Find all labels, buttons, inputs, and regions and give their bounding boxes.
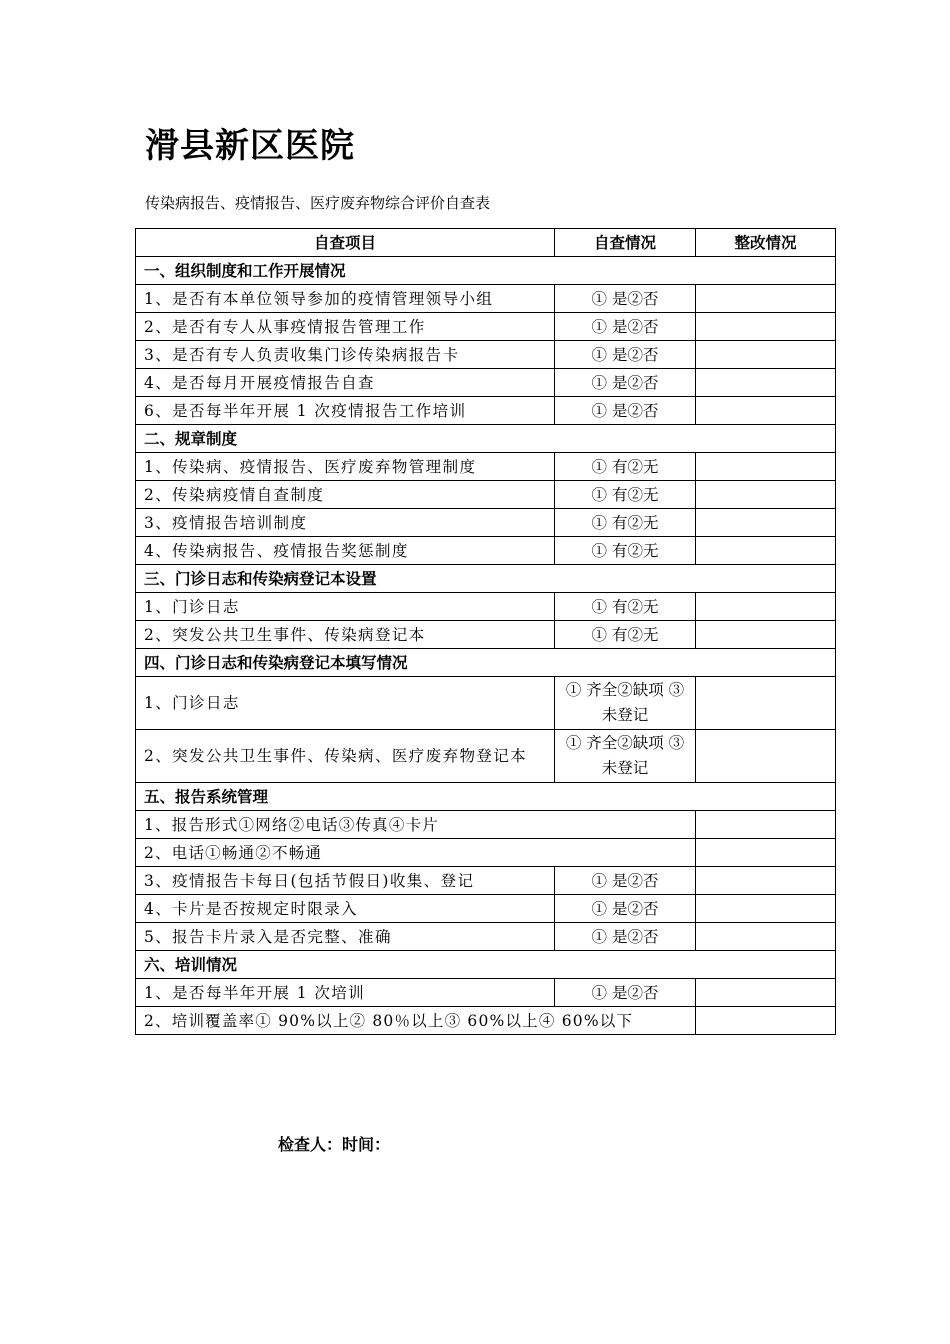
section-row — [136, 565, 836, 593]
check-item: 1、是否每半年开展 1 次培训 — [136, 979, 555, 1007]
check-item: 3、疫情报告卡每日(包括节假日)收集、登记 — [136, 867, 555, 895]
check-status: ① 是②否 — [555, 979, 696, 1007]
table-row — [136, 895, 836, 923]
table-row — [136, 1007, 836, 1035]
section-row — [136, 257, 836, 285]
check-status: ① 是②否 — [555, 397, 696, 425]
check-status: ① 是②否 — [555, 313, 696, 341]
header-check-status: 自查情况 — [555, 229, 696, 257]
check-status: ① 有②无 — [555, 621, 696, 649]
table-row — [136, 369, 836, 397]
check-item: 2、传染病疫情自查制度 — [136, 481, 555, 509]
rectification-cell — [696, 730, 836, 783]
rectification-cell — [696, 677, 836, 730]
table-row — [136, 677, 836, 730]
rectification-cell — [696, 481, 836, 509]
document-title: 滑县新区医院 — [145, 126, 355, 166]
table-row — [136, 537, 836, 565]
header-check-item: 自查项目 — [136, 229, 555, 257]
table-row — [136, 621, 836, 649]
table-row — [136, 593, 836, 621]
rectification-cell — [696, 313, 836, 341]
table-row — [136, 481, 836, 509]
rectification-cell — [696, 369, 836, 397]
table-header-row — [136, 229, 836, 257]
rectification-cell — [696, 341, 836, 369]
table-row — [136, 341, 836, 369]
table-row — [136, 313, 836, 341]
rectification-cell — [696, 593, 836, 621]
check-item: 2、突发公共卫生事件、传染病登记本 — [136, 621, 555, 649]
check-status: ① 是②否 — [555, 369, 696, 397]
check-item: 4、传染病报告、疫情报告奖惩制度 — [136, 537, 555, 565]
check-status: ① 有②无 — [555, 481, 696, 509]
rectification-cell — [696, 285, 836, 313]
table-row — [136, 730, 836, 783]
check-item: 1、报告形式①网络②电话③传真④卡片 — [136, 811, 696, 839]
check-status: ① 有②无 — [555, 509, 696, 537]
check-status: ① 齐全②缺项 ③未登记 — [555, 677, 696, 730]
check-status: ① 有②无 — [555, 537, 696, 565]
self-check-table — [135, 228, 836, 1035]
rectification-cell — [696, 979, 836, 1007]
check-item: 1、门诊日志 — [136, 593, 555, 621]
rectification-cell — [696, 397, 836, 425]
check-item: 2、是否有专人从事疫情报告管理工作 — [136, 313, 555, 341]
check-status: ① 是②否 — [555, 867, 696, 895]
section-row — [136, 783, 836, 811]
check-item: 1、是否有本单位领导参加的疫情管理领导小组 — [136, 285, 555, 313]
table-row — [136, 979, 836, 1007]
section-row — [136, 425, 836, 453]
section-row — [136, 951, 836, 979]
check-item: 4、是否每月开展疫情报告自查 — [136, 369, 555, 397]
check-item: 5、报告卡片录入是否完整、准确 — [136, 923, 555, 951]
table-row — [136, 285, 836, 313]
check-status: ① 有②无 — [555, 593, 696, 621]
check-status: ① 是②否 — [555, 341, 696, 369]
rectification-cell — [696, 923, 836, 951]
check-item: 3、是否有专人负责收集门诊传染病报告卡 — [136, 341, 555, 369]
section-heading: 一、组织制度和工作开展情况 — [136, 257, 836, 285]
check-item: 1、传染病、疫情报告、医疗废弃物管理制度 — [136, 453, 555, 481]
rectification-cell — [696, 621, 836, 649]
check-item: 4、卡片是否按规定时限录入 — [136, 895, 555, 923]
table-row — [136, 811, 836, 839]
check-item: 2、培训覆盖率① 90%以上② 80％以上③ 60%以上④ 60%以下 — [136, 1007, 696, 1035]
rectification-cell — [696, 839, 836, 867]
rectification-cell — [696, 895, 836, 923]
check-item: 2、突发公共卫生事件、传染病、医疗废弃物登记本 — [136, 730, 555, 783]
table-row — [136, 453, 836, 481]
section-heading: 二、规章制度 — [136, 425, 836, 453]
rectification-cell — [696, 1007, 836, 1035]
check-status: ① 是②否 — [555, 923, 696, 951]
section-heading: 四、门诊日志和传染病登记本填写情况 — [136, 649, 836, 677]
inspector-signature-line: 检查人：时间： — [278, 1135, 391, 1154]
table-row — [136, 839, 836, 867]
check-status: ① 齐全②缺项 ③未登记 — [555, 730, 696, 783]
section-heading: 六、培训情况 — [136, 951, 836, 979]
check-item: 1、门诊日志 — [136, 677, 555, 730]
section-row — [136, 649, 836, 677]
header-rectification: 整改情况 — [696, 229, 836, 257]
table-row — [136, 923, 836, 951]
check-item: 3、疫情报告培训制度 — [136, 509, 555, 537]
check-status: ① 是②否 — [555, 895, 696, 923]
rectification-cell — [696, 509, 836, 537]
check-status: ① 是②否 — [555, 285, 696, 313]
table-row — [136, 397, 836, 425]
rectification-cell — [696, 867, 836, 895]
check-item: 6、是否每半年开展 1 次疫情报告工作培训 — [136, 397, 555, 425]
table-row — [136, 509, 836, 537]
check-status: ① 有②无 — [555, 453, 696, 481]
section-heading: 三、门诊日志和传染病登记本设置 — [136, 565, 836, 593]
rectification-cell — [696, 537, 836, 565]
check-item: 2、电话①畅通②不畅通 — [136, 839, 696, 867]
rectification-cell — [696, 453, 836, 481]
rectification-cell — [696, 811, 836, 839]
table-row — [136, 867, 836, 895]
section-heading: 五、报告系统管理 — [136, 783, 836, 811]
form-subtitle: 传染病报告、疫情报告、医疗废弃物综合评价自查表 — [145, 194, 491, 212]
